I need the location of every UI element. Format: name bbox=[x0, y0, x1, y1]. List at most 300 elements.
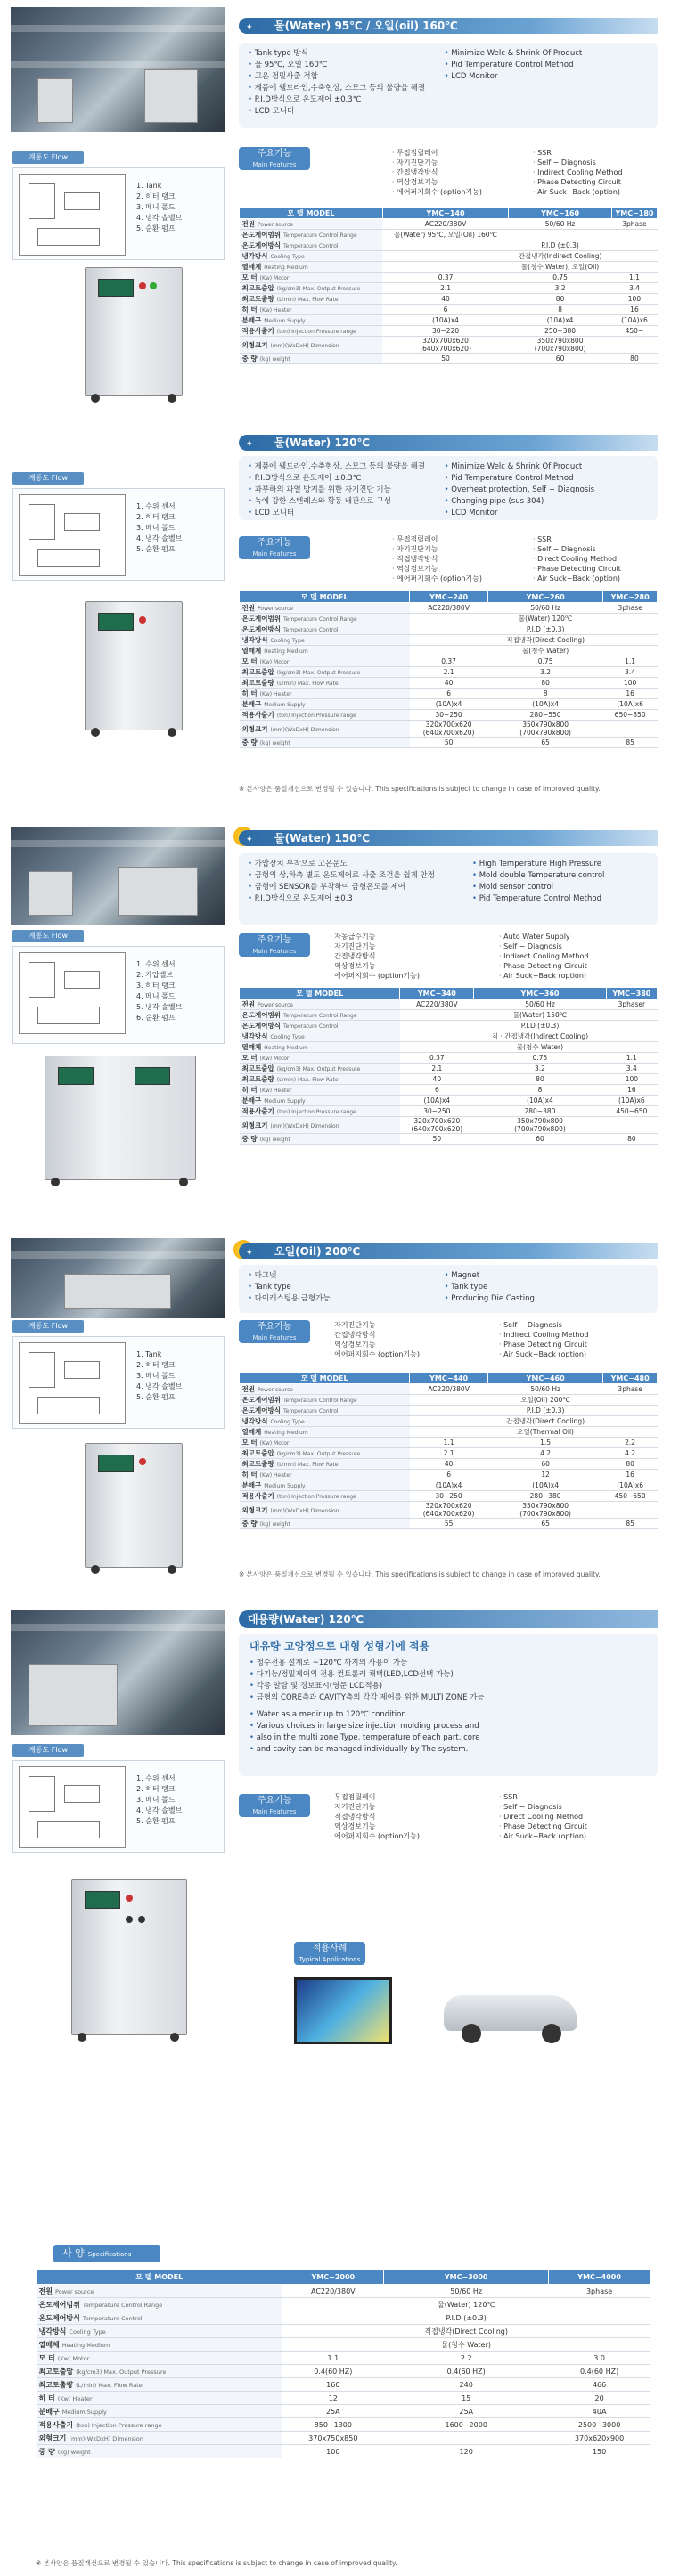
flow-item: 1. 수위 센서 bbox=[136, 960, 176, 968]
spec-row bbox=[240, 283, 658, 294]
spec-value: 물(Water) 95℃, 오일(Oil) 160℃ bbox=[382, 230, 508, 240]
spec-value: 320x700x620 (640x700x620) bbox=[410, 721, 488, 738]
spec-table bbox=[239, 591, 658, 748]
options-en bbox=[533, 148, 622, 197]
option-item-ko: · 에어퍼지회수 (option기능) bbox=[330, 1349, 420, 1359]
spec-value: 2500~3000 bbox=[549, 2418, 650, 2432]
spec-value: 30~250 bbox=[410, 1491, 488, 1502]
spec-row bbox=[240, 656, 658, 667]
spec-value: (10A)x6 bbox=[611, 315, 657, 326]
spec-value bbox=[611, 337, 657, 354]
spec-value: 물(Water) 120℃ bbox=[487, 614, 602, 624]
feature-item-ko: • 고온 정밀사출 적합 bbox=[248, 71, 445, 83]
spec-value: 85 bbox=[603, 738, 658, 748]
spec-table bbox=[239, 987, 658, 1145]
feature-item-en: • Minimize Welc & Shrink Of Product bbox=[445, 48, 642, 60]
spec-value bbox=[549, 2311, 650, 2325]
spec-label: 외형크기 (mm)(WxDxH) Dimension bbox=[240, 337, 383, 354]
spec-label: 열매체 Heating Medium bbox=[37, 2338, 282, 2352]
spec-label: 분배구 Medium Supply bbox=[240, 1480, 410, 1491]
spec-label: 히 터 (Kw) Heater bbox=[240, 1085, 400, 1096]
spec-label: 히 터 (Kw) Heater bbox=[240, 689, 410, 699]
spec-row bbox=[240, 667, 658, 678]
spec-value: 850~1300 bbox=[282, 2418, 384, 2432]
spec-value: 350x790x800 (700x790x800) bbox=[487, 721, 602, 738]
feature-item-ko: • 가압장치 부착으로 고온운도 bbox=[248, 859, 472, 870]
spec-value: 40 bbox=[400, 1074, 474, 1085]
spec-value bbox=[410, 646, 488, 656]
flow-label: 계통도 Flow bbox=[12, 930, 84, 942]
spec-value: 2.2 bbox=[384, 2352, 549, 2365]
spec-label: 최고토출압 (kg/cm3) Max. Output Pressure bbox=[240, 283, 383, 294]
spec-value bbox=[282, 2311, 384, 2325]
option-item-en: · Phase Detecting Circuit bbox=[499, 961, 588, 971]
flow-item: 3. 메니 폴드 bbox=[136, 203, 176, 211]
tv-application-image bbox=[294, 1977, 392, 2044]
spec-value: 280~380 bbox=[487, 1491, 602, 1502]
spec-label: 히 터 (Kw) Heater bbox=[240, 305, 383, 315]
spec-row bbox=[240, 230, 658, 240]
spec-value bbox=[400, 1042, 474, 1053]
flow-diagram bbox=[12, 488, 225, 581]
spec-value bbox=[606, 1031, 657, 1042]
spec-label: 최고토출압 (kg/cm3) Max. Output Pressure bbox=[240, 667, 410, 678]
spec-row bbox=[240, 1096, 658, 1106]
spec-value: 1.1 bbox=[611, 273, 657, 283]
spec-header: YMC−460 bbox=[487, 1373, 602, 1384]
spec-value: (10A)x4 bbox=[474, 1096, 606, 1106]
spec-row bbox=[240, 738, 658, 748]
spec-label: 중 량 (kg) weight bbox=[240, 354, 383, 364]
spec-value: 65 bbox=[487, 738, 602, 748]
spec-value: P.I.D (±0.3) bbox=[384, 2311, 549, 2325]
option-item-ko: · 자기진단기능 bbox=[330, 942, 420, 951]
spec-value: 직접냉각(Direct Cooling) bbox=[487, 635, 602, 646]
spec-value bbox=[606, 1042, 657, 1053]
spec-header: 모 델 MODEL bbox=[37, 2270, 282, 2285]
spec-row bbox=[37, 2445, 650, 2458]
option-item-en: · Self − Diagnosis bbox=[533, 544, 621, 554]
spec-header: 모 델 MODEL bbox=[240, 208, 383, 219]
spec-value: 100 bbox=[282, 2445, 384, 2458]
spec-label: 열매체 Heating Medium bbox=[240, 646, 410, 656]
spec-row bbox=[240, 1448, 658, 1459]
spec-header: YMC−480 bbox=[603, 1373, 658, 1384]
spec-value: 450~ bbox=[611, 326, 657, 337]
spec-value: (10A)x4 bbox=[410, 1480, 488, 1491]
spec-label: 중 량 (kg) weight bbox=[240, 1519, 410, 1529]
spec-label: 외형크기 (mm)(WxDxH) Dimension bbox=[240, 1117, 400, 1134]
spec-value: 3.4 bbox=[606, 1064, 657, 1074]
spec-value bbox=[611, 262, 657, 273]
spec-value: 350x790x800 (700x790x800) bbox=[474, 1117, 606, 1134]
machine-image-double bbox=[45, 1056, 196, 1180]
spec-row bbox=[240, 1459, 658, 1470]
spec-value: 3.4 bbox=[611, 283, 657, 294]
spec-value: 50/60 Hz bbox=[474, 999, 606, 1010]
spec-label: 최고토출량 (L/min) Max. Flow Rate bbox=[240, 294, 383, 305]
flow-item: 5. 냉각 솔벨브 bbox=[136, 1003, 183, 1011]
spec-row bbox=[240, 1384, 658, 1395]
spec-value: 20 bbox=[549, 2392, 650, 2405]
spec-row bbox=[240, 1491, 658, 1502]
spec-value: 1.1 bbox=[282, 2352, 384, 2365]
spec-value bbox=[382, 251, 508, 262]
flow-item: 1. Tank bbox=[136, 1350, 162, 1358]
feature-item-ko: • 금형에 SENSOR를 부착하여 금형온도를 제어 bbox=[248, 882, 472, 893]
spec-value: 370x750x850 bbox=[282, 2432, 384, 2445]
spec-value: 30~250 bbox=[400, 1106, 474, 1117]
spec-row bbox=[240, 1519, 658, 1529]
feature-item-ko: • LCD 모니터 bbox=[248, 508, 445, 519]
spec-value bbox=[384, 2432, 549, 2445]
spec-value: 40 bbox=[410, 678, 488, 689]
spec-value: (10A)x4 bbox=[410, 699, 488, 710]
spec-value: 3.2 bbox=[474, 1064, 606, 1074]
flow-label: 계통도 Flow bbox=[12, 151, 84, 164]
flow-item: 2. 가압밸브 bbox=[136, 971, 174, 979]
spec-value: 50/60 Hz bbox=[487, 1384, 602, 1395]
spec-value: P.I.D (±0.3) bbox=[487, 1406, 602, 1416]
spec-value bbox=[282, 2325, 384, 2338]
spec-label: 최고토출압 (kg/cm3) Max. Output Pressure bbox=[240, 1064, 400, 1074]
spec-value: 12 bbox=[487, 1470, 602, 1480]
spec-label: 온도제어범위 Temperature Control Range bbox=[240, 1395, 410, 1406]
option-item-ko: · 에어퍼지회수 (option기능) bbox=[392, 187, 482, 197]
spec-label: 최고토출량 (L/min) Max. Flow Rate bbox=[240, 678, 410, 689]
spec-value bbox=[410, 635, 488, 646]
feature-item-ko: • 금형의 CORE측과 CAVITY측의 각각 제어를 위한 MULTI ZONE 가능 bbox=[250, 1692, 647, 1704]
spec-header: YMC−160 bbox=[509, 208, 612, 219]
spec-label: 냉각방식 Cooling Type bbox=[37, 2325, 282, 2338]
spec-value: 0.75 bbox=[487, 656, 602, 667]
spec-value: 15 bbox=[384, 2392, 549, 2405]
spec-row bbox=[240, 219, 658, 230]
feature-item-en: • Producing Die Casting bbox=[445, 1293, 642, 1305]
option-item-en: · Direct Cooling Method bbox=[499, 1812, 587, 1822]
spec-label: 온도제어범위 Temperature Control Range bbox=[240, 614, 410, 624]
spec-row bbox=[240, 624, 658, 635]
spec-value: AC220/380V bbox=[400, 999, 474, 1010]
feature-item-ko: • 녹에 강한 스텐레스와 황동 배관으로 구성 bbox=[248, 496, 445, 508]
flow-item: 3. 메니 폴드 bbox=[136, 1372, 176, 1380]
spec-value: 3phase bbox=[549, 2285, 650, 2298]
flow-item: 2. 히터 탱크 bbox=[136, 1361, 176, 1369]
spec-row bbox=[240, 999, 658, 1010]
option-item-en: · Direct Cooling Method bbox=[533, 554, 621, 564]
flow-schematic bbox=[19, 494, 126, 576]
spec-value: 100 bbox=[603, 678, 658, 689]
spec-label: 적용사출기 (ton) Injection Pressure range bbox=[240, 1491, 410, 1502]
spec-value: 280~550 bbox=[487, 710, 602, 721]
spec-value: P.I.D (±0.3) bbox=[509, 240, 612, 251]
option-item-en: · Self − Diagnosis bbox=[499, 1802, 587, 1812]
flow-schematic bbox=[19, 1342, 126, 1424]
spec-value: 80 bbox=[606, 1134, 657, 1145]
spec-value: 80 bbox=[611, 354, 657, 364]
spec-label: 전원 Power source bbox=[37, 2285, 282, 2298]
main-features-label: 주요기능 Main Features bbox=[239, 1320, 310, 1343]
section-specifications bbox=[0, 2245, 679, 2576]
machine-image bbox=[85, 601, 183, 730]
spec-value: 3.2 bbox=[487, 667, 602, 678]
spec-value: (10A)x4 bbox=[400, 1096, 474, 1106]
option-item-ko: · 자동급수기능 bbox=[330, 932, 420, 942]
spec-value: 1.5 bbox=[487, 1438, 602, 1448]
spec-label: 중 량 (kg) weight bbox=[240, 738, 410, 748]
spec-value: 2.1 bbox=[400, 1064, 474, 1074]
feature-item-ko: • 마그넷 bbox=[248, 1270, 445, 1282]
feature-item-en: • Water as a medir up to 120℃ condition. bbox=[250, 1709, 647, 1721]
flow-item: 5. 순환 펌프 bbox=[136, 545, 176, 553]
option-item-en: · Air Suck−Back (option) bbox=[499, 1349, 588, 1359]
spec-label: 전원 Power source bbox=[240, 1384, 410, 1395]
spec-value bbox=[611, 230, 657, 240]
spec-value: 1.1 bbox=[606, 1053, 657, 1064]
spec-value: 3.2 bbox=[509, 283, 612, 294]
flow-item: 2. 히터 탱크 bbox=[136, 1785, 176, 1793]
spec-label: 적용사출기 (ton) Injection Pressure range bbox=[240, 1106, 400, 1117]
flow-label: 계통도 Flow bbox=[12, 1744, 84, 1757]
spec-value: 물(Water) 120℃ bbox=[384, 2298, 549, 2311]
spec-row bbox=[240, 262, 658, 273]
spec-label: 온도제어방식 Temperature Control bbox=[240, 1021, 400, 1031]
spec-value: 3phase bbox=[603, 603, 658, 614]
spec-value: 50/60 Hz bbox=[487, 603, 602, 614]
spec-value: (10A)x6 bbox=[606, 1096, 657, 1106]
spec-value: 오일(Oil) 200℃ bbox=[487, 1395, 602, 1406]
spec-value bbox=[603, 635, 658, 646]
spec-value: 320x700x620 (640x700x620) bbox=[410, 1502, 488, 1519]
spec-value: AC220/380V bbox=[282, 2285, 384, 2298]
spec-value: 40 bbox=[410, 1459, 488, 1470]
feature-item-en: • Pid Temperature Control Method bbox=[445, 60, 642, 71]
flow-item: 4. 냉각 솔벨브 bbox=[136, 1806, 183, 1814]
feature-item-ko: • Tank type 방식 bbox=[248, 48, 445, 60]
flow-item: 1. 수위 센서 bbox=[136, 1774, 176, 1782]
spec-value bbox=[509, 230, 612, 240]
spec-label: 모 터 (Kw) Motor bbox=[240, 656, 410, 667]
spec-value: P.I.D (±0.3) bbox=[474, 1021, 606, 1031]
spec-header: YMC−140 bbox=[382, 208, 508, 219]
spec-label: 외형크기 (mm)(WxDxH) Dimension bbox=[240, 721, 410, 738]
option-item-en: · Self − Diagnosis bbox=[499, 1320, 588, 1330]
main-features-label: 주요기능 Main Features bbox=[239, 933, 310, 957]
flow-item: 4. 냉각 솔벨브 bbox=[136, 214, 183, 222]
section-headline: 대유량 고양정으로 대형 성형기에 적용 bbox=[250, 1640, 430, 1652]
spec-value: 3.0 bbox=[549, 2352, 650, 2365]
option-item-ko: · 자기진단기능 bbox=[392, 158, 482, 167]
feature-item-ko: • 금형의 상,하측 별도 온도제어로 사출 조건을 쉽게 안정 bbox=[248, 870, 472, 882]
spec-row bbox=[240, 1106, 658, 1117]
spec-label: 모 터 (Kw) Motor bbox=[240, 273, 383, 283]
section-water95-oil160 bbox=[0, 0, 679, 428]
spec-value: 8 bbox=[509, 305, 612, 315]
spec-label: 최고토출량 (L/min) Max. Flow Rate bbox=[240, 1459, 410, 1470]
spec-row bbox=[37, 2405, 650, 2418]
options-ko bbox=[330, 932, 420, 981]
option-item-ko: · 에어퍼지회수 (option기능) bbox=[330, 971, 420, 981]
spec-label: 전원 Power source bbox=[240, 603, 410, 614]
flow-diagram bbox=[12, 1336, 225, 1429]
feature-item-ko: • 다기능/정밀제어의 전용 컨트롤러 채택(LED,LCD선택 가능) bbox=[250, 1669, 647, 1681]
spec-value: 50 bbox=[382, 354, 508, 364]
spec-label: 온도제어범위 Temperature Control Range bbox=[240, 230, 383, 240]
option-item-ko: · 직접냉각방식 bbox=[392, 554, 482, 564]
section-title: ✦ 물(Water) 95℃ / 오일(oil) 160℃ bbox=[239, 18, 658, 34]
spec-value: 80 bbox=[603, 1459, 658, 1470]
spec-value bbox=[611, 251, 657, 262]
spec-value: 6 bbox=[400, 1085, 474, 1096]
spec-row bbox=[37, 2325, 650, 2338]
option-item-en: · Air Suck−Back (option) bbox=[499, 971, 588, 981]
feature-item-en: • Magnet bbox=[445, 1270, 642, 1282]
option-item-ko: · 에어퍼지회수 (option기능) bbox=[392, 574, 482, 583]
spec-value: 6 bbox=[410, 689, 488, 699]
flow-label: 계통도 Flow bbox=[12, 472, 84, 485]
spec-value bbox=[549, 2325, 650, 2338]
spec-label: 분배구 Medium Supply bbox=[240, 315, 383, 326]
spec-value: 0.75 bbox=[509, 273, 612, 283]
spec-header: YMC−260 bbox=[487, 591, 602, 603]
spec-label: 최고토출량 (L/min) Max. Flow Rate bbox=[37, 2378, 282, 2392]
flow-item: 3. 메니 폴드 bbox=[136, 524, 176, 532]
spec-row bbox=[240, 1395, 658, 1406]
spec-value: 80 bbox=[474, 1074, 606, 1085]
spec-row bbox=[240, 1134, 658, 1145]
feature-item-ko: • P.I.D방식으로 온도제어 ±0.3 bbox=[248, 893, 472, 905]
option-item-ko: · 역상경보기능 bbox=[392, 564, 482, 574]
spec-value: 물(Water) 150℃ bbox=[474, 1010, 606, 1021]
spec-value: (10A)x4 bbox=[487, 1480, 602, 1491]
machine-image bbox=[85, 1443, 183, 1568]
option-item-ko: · 자기진단기능 bbox=[330, 1802, 420, 1812]
spec-label: 분배구 Medium Supply bbox=[37, 2405, 282, 2418]
feature-item-ko: • LCD 모니터 bbox=[248, 106, 445, 118]
option-item-en: · Auto Water Supply bbox=[499, 932, 588, 942]
spec-value: 55 bbox=[410, 1519, 488, 1529]
flow-item: 3. 히터 탱크 bbox=[136, 982, 176, 990]
option-item-ko: · 간접냉각방식 bbox=[330, 1330, 420, 1340]
spec-value bbox=[400, 1031, 474, 1042]
spec-value: 0.37 bbox=[410, 656, 488, 667]
car-application-image bbox=[426, 1986, 604, 2049]
spec-value: 8 bbox=[474, 1085, 606, 1096]
spec-value bbox=[611, 240, 657, 251]
spec-row bbox=[37, 2298, 650, 2311]
spec-row bbox=[240, 1064, 658, 1074]
spec-header: YMC−340 bbox=[400, 988, 474, 999]
spec-value: 물(청수 Water) bbox=[487, 646, 602, 656]
option-item-en: · Indirect Cooling Method bbox=[499, 1330, 588, 1340]
spec-label: 적용사출기 (ton) Injection Pressure range bbox=[240, 326, 383, 337]
flow-item: 4. 냉각 솔벨브 bbox=[136, 1382, 183, 1390]
factory-photo bbox=[11, 7, 225, 132]
option-item-ko: · 자기진단기능 bbox=[392, 544, 482, 554]
spec-header: 모 델 MODEL bbox=[240, 591, 410, 603]
spec-value: 50 bbox=[400, 1134, 474, 1145]
spec-value bbox=[603, 1406, 658, 1416]
option-item-ko: · 역상경보기능 bbox=[330, 1822, 420, 1831]
spec-note: ※ 본사양은 품질개선으로 변경될 수 있습니다. This specifications is subject to change in case of improved quality. bbox=[239, 1570, 601, 1578]
spec-row bbox=[240, 710, 658, 721]
spec-row bbox=[240, 1502, 658, 1519]
main-features-label: 주요기능 Main Features bbox=[239, 147, 310, 170]
spec-value: 50/60 Hz bbox=[509, 219, 612, 230]
feature-box bbox=[239, 43, 658, 128]
option-item-ko: · 무접점릴레이 bbox=[392, 148, 482, 158]
spec-value: 120 bbox=[384, 2445, 549, 2458]
spec-value: (10A)x4 bbox=[487, 699, 602, 710]
spec-value: 3.4 bbox=[603, 667, 658, 678]
spec-value bbox=[410, 1416, 488, 1427]
spec-value bbox=[382, 262, 508, 273]
spec-value: 3phase bbox=[603, 1384, 658, 1395]
spec-value: 160 bbox=[282, 2378, 384, 2392]
feature-item-en: • LCD Monitor bbox=[445, 71, 642, 83]
machine-image-large bbox=[71, 1879, 187, 2035]
option-item-en: · Indirect Cooling Method bbox=[533, 167, 622, 177]
spec-value: 85 bbox=[603, 1519, 658, 1529]
spec-value: 6 bbox=[410, 1470, 488, 1480]
spec-value: AC220/380V bbox=[382, 219, 508, 230]
spec-value bbox=[606, 1117, 657, 1134]
flow-item: 4. 냉각 솔벨브 bbox=[136, 534, 183, 542]
option-item-en: · Phase Detecting Circuit bbox=[533, 177, 622, 187]
spec-row bbox=[240, 721, 658, 738]
feature-item-ko: • 제품에 웰드라인,수축현상, 스모그 등의 불량을 해결 bbox=[248, 83, 445, 94]
spec-value: 80 bbox=[487, 678, 602, 689]
spec-label: 최고토출압 (kg/cm3) Max. Output Pressure bbox=[37, 2365, 282, 2378]
spec-row bbox=[240, 1117, 658, 1134]
spec-value bbox=[603, 1416, 658, 1427]
spec-value: 320x700x620 (640x700x620) bbox=[400, 1117, 474, 1134]
spec-row bbox=[240, 1406, 658, 1416]
feature-box bbox=[239, 456, 658, 520]
spec-value: 0.4(60 HZ) bbox=[549, 2365, 650, 2378]
flow-item: 6. 순환 펌프 bbox=[136, 1014, 176, 1022]
spec-value bbox=[603, 721, 658, 738]
spec-row bbox=[240, 1427, 658, 1438]
spec-value bbox=[603, 624, 658, 635]
spec-value: AC220/380V bbox=[410, 1384, 488, 1395]
spec-value: (10A)x4 bbox=[382, 315, 508, 326]
spec-value: 6 bbox=[382, 305, 508, 315]
spec-row bbox=[240, 1031, 658, 1042]
spec-value bbox=[410, 614, 488, 624]
spec-value: 8 bbox=[487, 689, 602, 699]
spec-label: 냉각방식 Cooling Type bbox=[240, 635, 410, 646]
spec-value: 2.1 bbox=[410, 667, 488, 678]
spec-row bbox=[240, 354, 658, 364]
options-ko bbox=[392, 148, 482, 197]
spec-row bbox=[240, 1042, 658, 1053]
feature-item-en: • Mold double Temperature control bbox=[472, 870, 641, 882]
spec-row bbox=[240, 678, 658, 689]
spec-value: 16 bbox=[606, 1085, 657, 1096]
spec-value: 0.37 bbox=[400, 1053, 474, 1064]
spec-row bbox=[37, 2378, 650, 2392]
spec-value: 2.1 bbox=[382, 283, 508, 294]
flow-schematic bbox=[19, 1766, 126, 1848]
flow-item: 2. 히터 탱크 bbox=[136, 192, 176, 200]
feature-item-ko: • 청수전용 설계로 ~120℃ 까지의 사용이 가능 bbox=[250, 1658, 647, 1669]
spec-header: YMC−240 bbox=[410, 591, 488, 603]
spec-value: 25A bbox=[384, 2405, 549, 2418]
option-item-en: · Indirect Cooling Method bbox=[499, 951, 588, 961]
spec-value: 2.2 bbox=[603, 1438, 658, 1448]
spec-header: YMC−3000 bbox=[384, 2270, 549, 2285]
